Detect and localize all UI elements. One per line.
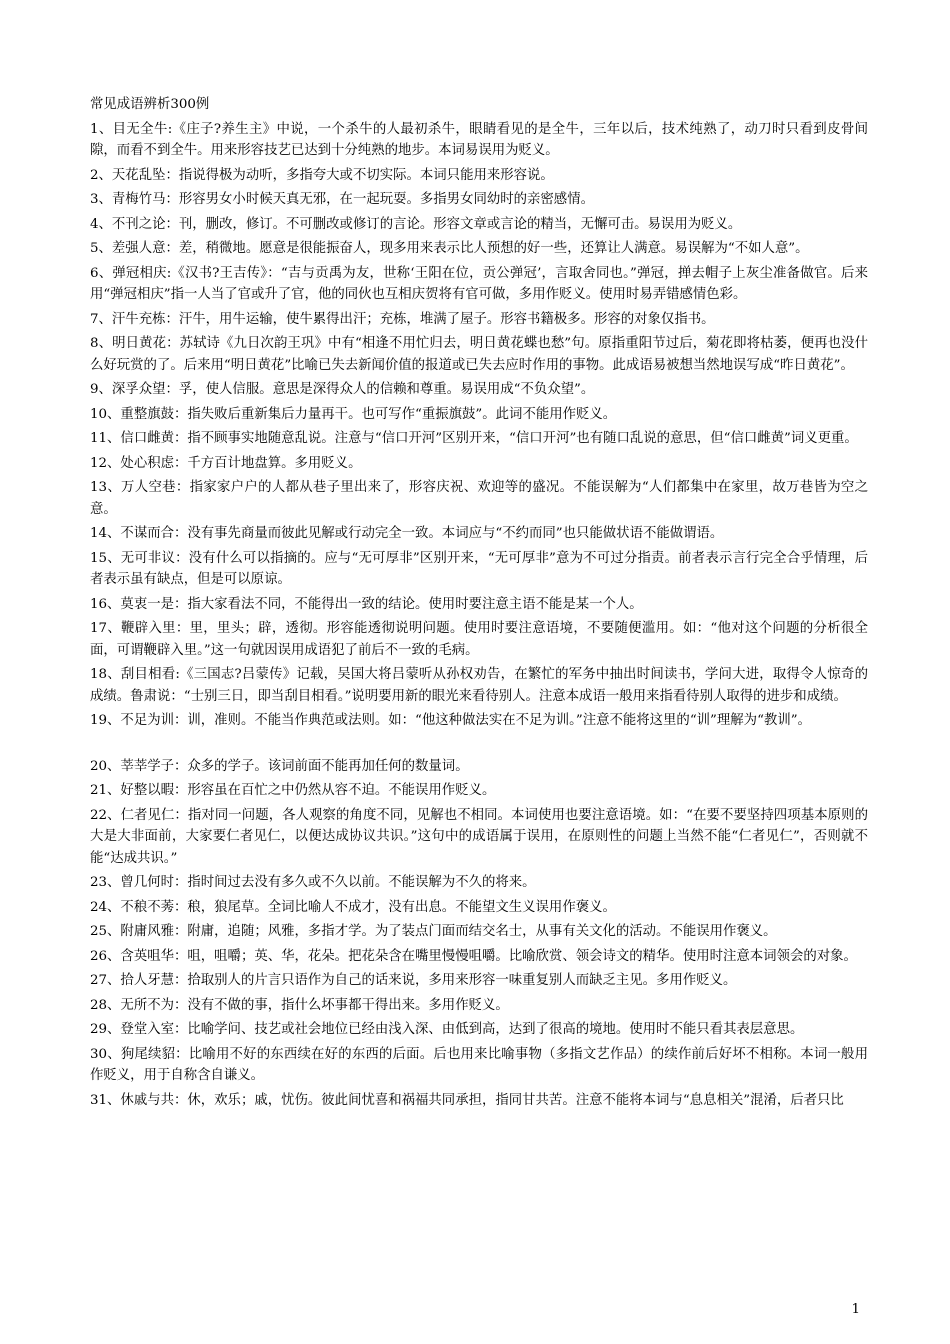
entry-16: 16、莫衷一是：指大家看法不同，不能得出一致的结论。使用时要注意主语不能是某一个人。 — [90, 596, 643, 612]
entry-26: 26、含英咀华：咀，咀嚼；英、华，花朵。把花朵含在嘴里慢慢咀嚼。比喻欣赏、领会诗文的精华。使用时注意本词领会的对象。 — [90, 948, 857, 964]
document-body — [90, 94, 868, 1114]
entry-11: 11、信口雌黄：指不顾事实地随意乱说。注意与“信口开河”区别开来，“信口开河”也有随口乱说的意思，但“信口雌黄”词义更重。 — [90, 431, 858, 446]
entry-8: 8、明日黄花：苏轼诗《九日次韵王巩》中有“相逢不用忙归去，明日黄花蝶也愁”句。原指重阳节过后，菊花即将枯萎，便再也没什么好玩赏的了。后来用“明日黄花”比喻已失去新闻价值的报道或已失去应时作用的事物。此成语易被想当然地误写成“昨日黄花”。 — [90, 336, 868, 373]
entry-19: 19、不足为训：训，准则。不能当作典范或法则。如：“他这种做法实在不足为训。”注意不能将这里的“训”理解为“教训”。 — [90, 713, 811, 728]
entry-2: 2、天花乱坠：指说得极为动听，多指夸大或不切实际。本词只能用来形容说。 — [90, 167, 554, 183]
entry-4: 4、不刊之论：刊，删改，修订。不可删改或修订的言论。形容文章或言论的精当，无懈可击。易误用为贬义。 — [90, 216, 742, 232]
entry-15: 15、无可非议：没有什么可以指摘的。应与“无可厚非”区别开来，“无可厚非”意为不可过分指责。前者表示言行完全合乎情理，后者表示虽有缺点，但是可以原谅。 — [90, 550, 868, 587]
entry-24: 24、不稂不莠：稂，狼尾草。全词比喻人不成才，没有出息。不能望文生义误用作褒义。 — [90, 899, 616, 915]
entry-18: 18、刮目相看:《三国志?吕蒙传》记载，吴国大将吕蒙听从孙权劝告，在繁忙的军务中抽出时间读书，学问大进，取得令人惊奇的成绩。鲁肃说：“士别三日，即当刮目相看。”说明要用新的眼光来看待别人。注意本成语一般用来指看待别人取得的进步和成绩。 — [90, 667, 868, 704]
entry-29: 29、登堂入室：比喻学问、技艺或社会地位已经由浅入深、由低到高，达到了很高的境地。使用时不能只看其表层意思。 — [90, 1022, 804, 1037]
entry-5: 5、差强人意：差，稍微地。愿意是很能振奋人，现多用来表示比人预想的好一些，还算让人满意。易误解为“不如人意”。 — [90, 241, 809, 256]
entry-22: 22、仁者见仁：指对同一问题，各人观察的角度不同，见解也不相同。本词使用也要注意语境。如：“在要不要坚持四项基本原则的大是大非面前，大家要仁者见仁，以便达成协议共识。”这句中的成语属于误用，在原则性的问题上当然不能“仁者见仁”，否则就不能“达成共识。” — [90, 807, 868, 866]
entry-20: 20、莘莘学子：众多的学子。该词前面不能再加任何的数量词。 — [90, 758, 469, 774]
entry-17: 17、鞭辟入里：里，里头；辟，透彻。形容能透彻说明问题。使用时要注意语境，不要随便滥用。如：“他对这个问题的分析很全面，可谓鞭辟入里。”这一句就因误用成语犯了前后不一致的毛病。 — [90, 621, 868, 658]
entry-21: 21、好整以暇：形容虽在百忙之中仍然从容不迫。不能误用作贬义。 — [90, 783, 496, 798]
entry-9: 9、深孚众望：孚，使人信服。意思是深得众人的信赖和尊重。易误用成“不负众望”。 — [90, 382, 595, 397]
entry-28: 28、无所不为：没有不做的事，指什么坏事都干得出来。多用作贬义。 — [90, 997, 509, 1013]
document-title: 常见成语辨析300例 — [90, 97, 210, 112]
entry-6: 6、弹冠相庆:《汉书?王吉传》：“吉与贡禹为友，世称‘王阳在位，贡公弹冠’，言取舍同也。”弹冠，掸去帽子上灰尘准备做官。后来用“弹冠相庆”指一人当了官或升了官，他的同伙也互相庆贺将有官可做，多用作贬义。使用时易弄错感情色彩。 — [90, 265, 868, 302]
entry-23: 23、曾几何时：指时间过去没有多久或不久以前。不能误解为不久的将来。 — [90, 875, 536, 890]
blank-line — [90, 735, 868, 756]
entry-7: 7、汗牛充栋：汗牛，用牛运输，使牛累得出汗；充栋，堆满了屋子。形容书籍极多。形容的对象仅指书。 — [90, 311, 715, 327]
entry-10: 10、重整旗鼓：指失败后重新集后力量再干。也可写作“重振旗鼓”。此词不能用作贬义。 — [90, 406, 617, 422]
entry-27: 27、拾人牙慧：拾取别人的片言只语作为自己的话来说，多用来形容一味重复别人而缺乏主见。多用作贬义。 — [90, 973, 737, 988]
entry-1: 1、目无全牛:《庄子?养生主》中说，一个杀牛的人最初杀牛，眼睛看见的是全牛，三年以后，技术纯熟了，动刀时只看到皮骨间隙，而看不到全牛。用来形容技艺已达到十分纯熟的地步。本词易误用为贬义。 — [90, 121, 868, 158]
entry-31: 31、休戚与共：休，欢乐；戚，忧伤。彼此间忧喜和祸福共同承担，指同甘共苦。注意不能将本词与“息息相关”混淆，后者只比 — [90, 1092, 844, 1108]
page-number: 1 — [851, 1302, 860, 1317]
entry-30: 30、狗尾续貂：比喻用不好的东西续在好的东西的后面。后也用来比喻事物（多指文艺作品）的续作前后好坏不相称。本词一般用作贬义，用于自称含自谦义。 — [90, 1046, 868, 1083]
entry-3: 3、青梅竹马：形容男女小时候天真无邪，在一起玩耍。多指男女同幼时的亲密感情。 — [90, 192, 594, 207]
entry-13: 13、万人空巷：指家家户户的人都从巷子里出来了，形容庆祝、欢迎等的盛况。不能误解为“人们都集中在家里，故万巷皆为空之意。 — [90, 480, 868, 517]
entry-25: 25、附庸风雅：附庸，追随；风雅，多指才学。为了装点门面而结交名士，从事有关文化的活动。不能误用作褒义。 — [90, 924, 777, 939]
entry-14: 14、不谋而合：没有事先商量而彼此见解或行动完全一致。本词应与“不约而同”也只能做状语不能做谓语。 — [90, 526, 724, 541]
entry-12: 12、处心积虑：千方百计地盘算。多用贬义。 — [90, 455, 362, 471]
